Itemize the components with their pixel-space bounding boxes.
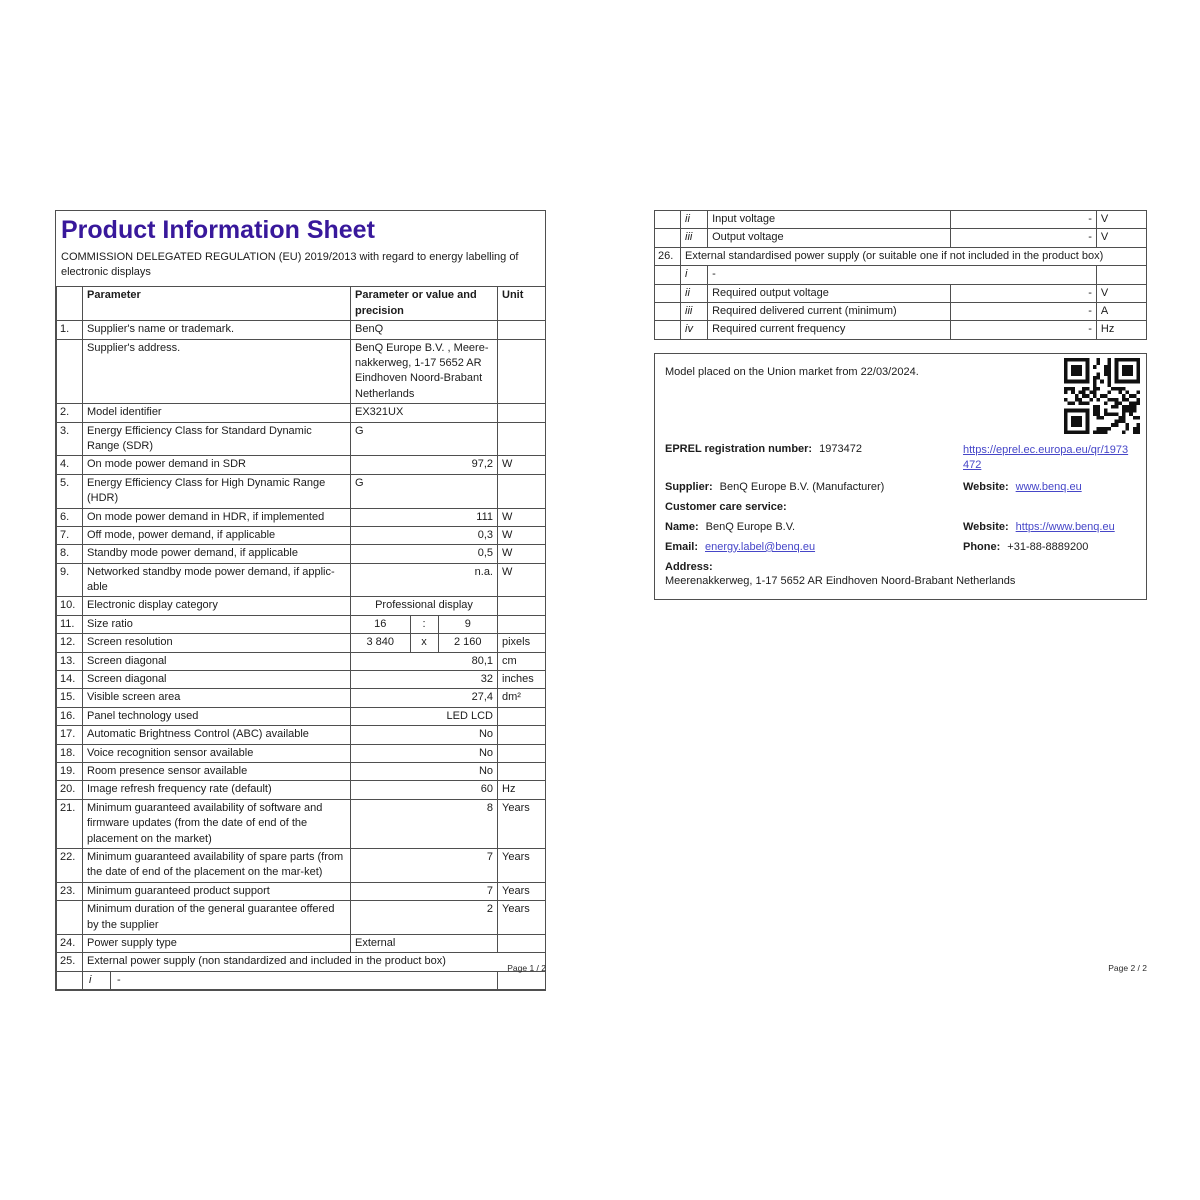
value-cell: 27,4 [351,689,498,707]
unit-cell [498,422,546,456]
table-row [57,456,546,474]
unit-cell: Years [498,848,546,882]
roman-index: iii [681,302,708,320]
table-row [57,799,546,848]
website1-line [963,481,1134,493]
email-link[interactable]: energy.label@benq.eu [705,540,816,553]
title-block [56,211,545,286]
eprel-link[interactable]: https://eprel.ec.europa.eu/qr/1973472 [963,444,1129,471]
page-subtitle: COMMISSION DELEGATED REGULATION (EU) 2019/2013 with regard to energy labelling of electronic displays [61,250,519,278]
value-cell [351,634,498,652]
parameter-cell: Screen resolution [83,634,351,652]
row-number: 24. [57,934,83,952]
row-number: 6. [57,508,83,526]
parameter-cell: Networked standby mode power demand, if applic-able [83,563,351,597]
eprel-label: EPREL registration number: [665,443,813,456]
parameter-cell: Model identifier [83,404,351,422]
table-row [57,526,546,544]
roman-index: i [83,972,111,989]
value-cell: 7 [351,882,498,900]
page2-footer: Page 2 / 2 [1108,963,1147,973]
table-header-row [57,287,546,321]
table-row [57,671,546,689]
qr-code [1064,358,1140,434]
customer-care-heading: Customer care service: [665,500,787,513]
table-row [57,744,546,762]
unit-cell: Hz [1096,321,1146,339]
unit-cell: V [1096,284,1146,302]
unit-cell: V [1096,211,1146,229]
row-number: 11. [57,615,83,633]
value-cell: 0,5 [351,545,498,563]
value-cell: Professional display [351,597,498,615]
unit-cell: Hz [498,781,546,799]
value-cell: BenQ Europe B.V. , Meere-nakkerweg, 1-17 5652 AR Eindhoven Noord-Brabant Netherlands [351,339,498,404]
value-cell: 97,2 [351,456,498,474]
row-number [655,211,681,229]
parameter-cell: Energy Efficiency Class for Standard Dynamic Range (SDR) [83,422,351,456]
table-row [655,229,1147,247]
table-row [57,689,546,707]
sub-cell [83,971,498,989]
email-line [665,541,963,553]
value-cell: - [117,973,121,986]
unit-cell [1096,266,1146,284]
row-number: 5. [57,474,83,508]
unit-cell: V [1096,229,1146,247]
value-cell: 111 [351,508,498,526]
table-row [57,707,546,725]
row-number: 16. [57,707,83,725]
parameter-cell: Room presence sensor available [83,762,351,780]
unit-cell [498,474,546,508]
value-part-right: 2 160 [453,636,482,649]
header-value: Parameter or value and precision [351,287,498,321]
parameter-cell: Standby mode power demand, if applicable [83,545,351,563]
parameter-cell: Minimum guaranteed availability of spare parts (from the date of end of the placement on the mar-ket) [83,848,351,882]
value-cell: 32 [351,671,498,689]
value-cell: 8 [351,799,498,848]
value-part-separator: : [411,616,439,633]
value-cell: - [950,211,1096,229]
row-number: 7. [57,526,83,544]
value-cell: No [351,762,498,780]
row-number: 18. [57,744,83,762]
value-cell: - [950,321,1096,339]
roman-index: i [681,266,708,284]
table-row [57,762,546,780]
parameter-cell: Screen diagonal [83,671,351,689]
parameter-cell: Required current frequency [708,321,950,339]
unit-cell: W [498,526,546,544]
roman-index: ii [681,284,708,302]
address-heading: Address: [665,560,713,573]
value-cell: No [351,744,498,762]
unit-cell [498,615,546,633]
parameter-table-continued [654,210,1147,340]
row-number [655,229,681,247]
value-cell: BenQ [351,321,498,339]
row-number: 25. [57,953,83,971]
value-part-left: 3 840 [351,634,411,651]
row-number: 3. [57,422,83,456]
value-cell: No [351,726,498,744]
row-number [57,971,83,989]
table-row [655,247,1147,265]
table-row [655,321,1147,339]
parameter-cell: Visible screen area [83,689,351,707]
unit-cell [498,707,546,725]
row-number: 4. [57,456,83,474]
table-row [57,934,546,952]
table-row [57,339,546,404]
row-number [57,339,83,404]
parameter-cell: Electronic display category [83,597,351,615]
table-row [57,422,546,456]
roman-index: iii [681,229,708,247]
table-row [57,848,546,882]
table-row [655,266,1147,284]
row-number: 8. [57,545,83,563]
supplier-info-box [654,353,1147,600]
website2-link[interactable]: https://www.benq.eu [1015,520,1115,533]
value-cell: 60 [351,781,498,799]
value-part-left: 16 [351,616,411,633]
parameter-cell: Input voltage [708,211,950,229]
row-number: 9. [57,563,83,597]
table-row [57,508,546,526]
unit-cell: Years [498,882,546,900]
table-row [57,901,546,935]
parameter-cell: Required delivered current (minimum) [708,302,950,320]
eprel-link-cell [963,443,1134,473]
parameter-cell: Power supply type [83,934,351,952]
supplier-value: BenQ Europe B.V. (Manufacturer) [719,480,885,493]
row-number: 17. [57,726,83,744]
row-number: 15. [57,689,83,707]
phone-line [963,541,1134,553]
row-number: 26. [655,247,681,265]
header-parameter: Parameter [83,287,351,321]
value-cell [351,615,498,633]
row-number: 1. [57,321,83,339]
table-row [655,284,1147,302]
supplier-label: Supplier: [665,480,713,493]
page-title: Product Information Sheet [61,216,375,244]
row-number [655,266,681,284]
value-cell: EX321UX [351,404,498,422]
parameter-cell: Energy Efficiency Class for High Dynamic Range (HDR) [83,474,351,508]
table-row [655,211,1147,229]
table-row [57,634,546,652]
parameter-cell: Size ratio [83,615,351,633]
table-row [57,971,546,989]
row-number: 12. [57,634,83,652]
value-cell: G [351,474,498,508]
eprel-registration [665,443,963,455]
phone-value: +31-88-8889200 [1007,540,1089,553]
row-number: 22. [57,848,83,882]
unit-cell [498,971,546,989]
parameter-cell: Minimum guaranteed product support [83,882,351,900]
section-cell: External standardised power supply (or suitable one if not included in the product box) [681,247,1147,265]
website2-label: Website: [963,520,1009,533]
row-number: 14. [57,671,83,689]
header-unit: Unit [498,287,546,321]
parameter-cell: On mode power demand in HDR, if implemented [83,508,351,526]
unit-cell [498,726,546,744]
parameter-cell: Panel technology used [83,707,351,725]
unit-cell: A [1096,302,1146,320]
value-cell: n.a. [351,563,498,597]
row-number: 20. [57,781,83,799]
table-row [57,726,546,744]
website1-label: Website: [963,480,1009,493]
value-cell: 2 [351,901,498,935]
unit-cell: pixels [498,634,546,652]
document-page-2 [654,210,1147,600]
market-date-line: Model placed on the Union market from 22/03/2024. [665,365,919,378]
table-row [655,302,1147,320]
section-cell: External power supply (non standardized and included in the product box) [83,953,546,971]
table-row [57,781,546,799]
name-label: Name: [665,520,699,533]
header-number-cell [57,287,83,321]
value-cell: G [351,422,498,456]
parameter-cell: Minimum guaranteed availability of software and firmware updates (from the date of end of the placement on the market) [83,799,351,848]
unit-cell: inches [498,671,546,689]
table-row [57,882,546,900]
unit-cell [498,934,546,952]
value-cell: LED LCD [351,707,498,725]
parameter-cell: Image refresh frequency rate (default) [83,781,351,799]
row-number: 13. [57,652,83,670]
website2-line [963,521,1134,533]
table-row [57,563,546,597]
email-label: Email: [665,540,699,553]
table-row [57,545,546,563]
roman-index: iv [681,321,708,339]
supplier-line [665,481,963,493]
value-cell: - [950,229,1096,247]
value-cell: - [950,284,1096,302]
unit-cell [498,404,546,422]
parameter-cell: Required output voltage [708,284,950,302]
table-row [57,474,546,508]
table-row [57,652,546,670]
unit-cell: dm² [498,689,546,707]
parameter-cell: Supplier's address. [83,339,351,404]
row-number: 19. [57,762,83,780]
unit-cell: Years [498,799,546,848]
table-row [57,321,546,339]
value-cell: External [351,934,498,952]
table-row [57,615,546,633]
unit-cell [498,339,546,404]
name-value: BenQ Europe B.V. [705,520,796,533]
eprel-value: 1973472 [819,443,862,456]
value-part-right: 9 [464,617,471,630]
row-number [655,284,681,302]
page1-footer: Page 1 / 2 [507,963,546,973]
value-cell: 0,3 [351,526,498,544]
unit-cell: cm [498,652,546,670]
parameter-cell: Automatic Brightness Control (ABC) available [83,726,351,744]
unit-cell [498,321,546,339]
value-cell: 7 [351,848,498,882]
row-number: 23. [57,882,83,900]
unit-cell: W [498,456,546,474]
name-line [665,521,963,533]
address-value: Meerenakkerweg, 1-17 5652 AR Eindhoven Noord-Brabant Netherlands [665,574,1016,587]
table-row [57,597,546,615]
value-cell: - [708,266,1097,284]
phone-label: Phone: [963,540,1001,553]
unit-cell: Years [498,901,546,935]
row-number: 10. [57,597,83,615]
parameter-cell: Output voltage [708,229,950,247]
parameter-cell: Off mode, power demand, if applicable [83,526,351,544]
value-cell: - [950,302,1096,320]
parameter-cell: On mode power demand in SDR [83,456,351,474]
row-number: 2. [57,404,83,422]
value-part-separator: x [411,634,439,651]
parameter-cell: Screen diagonal [83,652,351,670]
unit-cell [498,762,546,780]
unit-cell: W [498,563,546,597]
row-number [655,321,681,339]
value-cell: 80,1 [351,652,498,670]
unit-cell [498,597,546,615]
row-number: 21. [57,799,83,848]
unit-cell: W [498,508,546,526]
page1-sheet [55,210,546,991]
roman-index: ii [681,211,708,229]
parameter-cell: Minimum duration of the general guarantee offered by the supplier [83,901,351,935]
unit-cell: W [498,545,546,563]
unit-cell [498,744,546,762]
parameter-cell: Voice recognition sensor available [83,744,351,762]
website1-link[interactable]: www.benq.eu [1015,480,1082,493]
parameter-table [56,286,546,990]
row-number [655,302,681,320]
row-number [57,901,83,935]
document-page-1 [55,210,546,991]
parameter-cell: Supplier's name or trademark. [83,321,351,339]
table-row [57,404,546,422]
contact-grid [665,443,1134,587]
